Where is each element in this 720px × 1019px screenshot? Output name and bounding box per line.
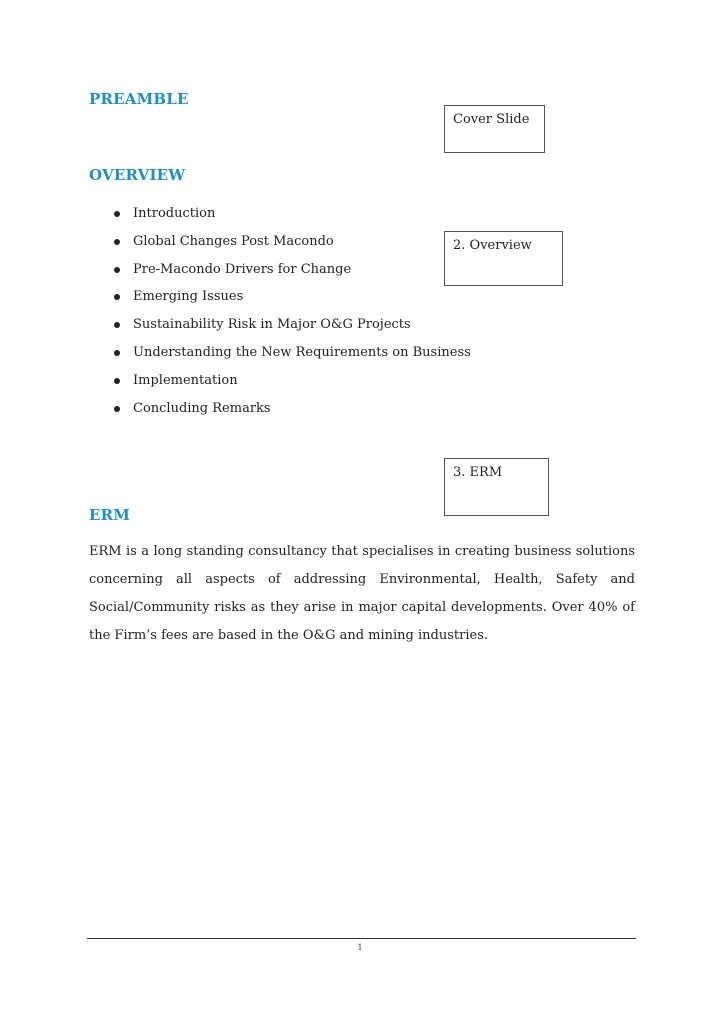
preamble-heading: PREAMBLE [89,90,189,108]
list-item [112,200,471,228]
list-item [112,311,471,339]
list-item [112,395,471,423]
overview-note-box [444,231,563,286]
list-item-text: Emerging Issues [133,289,244,305]
footer-divider [87,938,636,939]
overview-bullet-list [112,200,471,422]
list-item [112,228,471,256]
list-item-text: Pre-Macondo Drivers for Change [133,261,352,277]
bullet-icon [114,378,120,384]
erm-note-box [444,458,549,516]
erm-note-label: 3. ERM [453,465,503,480]
page-number: 1 [357,943,363,952]
overview-heading: OVERVIEW [89,166,186,184]
overview-note-label: 2. Overview [453,238,532,253]
erm-heading: ERM [89,506,131,524]
bullet-icon [114,211,120,217]
bullet-icon [114,406,120,412]
list-item [112,339,471,367]
list-item [112,283,471,311]
list-item-text: Concluding Remarks [133,400,271,416]
bullet-icon [114,294,120,300]
list-item [112,367,471,395]
cover-slide-note-label: Cover Slide [453,112,530,127]
bullet-icon [114,267,120,273]
bullet-icon [114,239,120,245]
list-item-text: Implementation [133,372,238,388]
bullet-icon [114,350,120,356]
list-item-text: Introduction [133,206,216,221]
list-item-text: Understanding the New Requirements on Business [133,344,471,360]
cover-slide-note-box [444,105,545,153]
list-item [112,256,471,284]
erm-paragraph: ERM is a long standing consultancy that specialises in creating business solutions concerning all aspects of addressing Environmental, Health, Safety and Social/Community risks as they arise in major capital developments. Over 40% of the Firm’s fees are based in the O&G and mining industries. [89,544,635,643]
bullet-icon [114,322,120,328]
list-item-text: Global Changes Post Macondo [133,233,334,249]
list-item-text: Sustainability Risk in Major O&G Projects [133,317,411,333]
